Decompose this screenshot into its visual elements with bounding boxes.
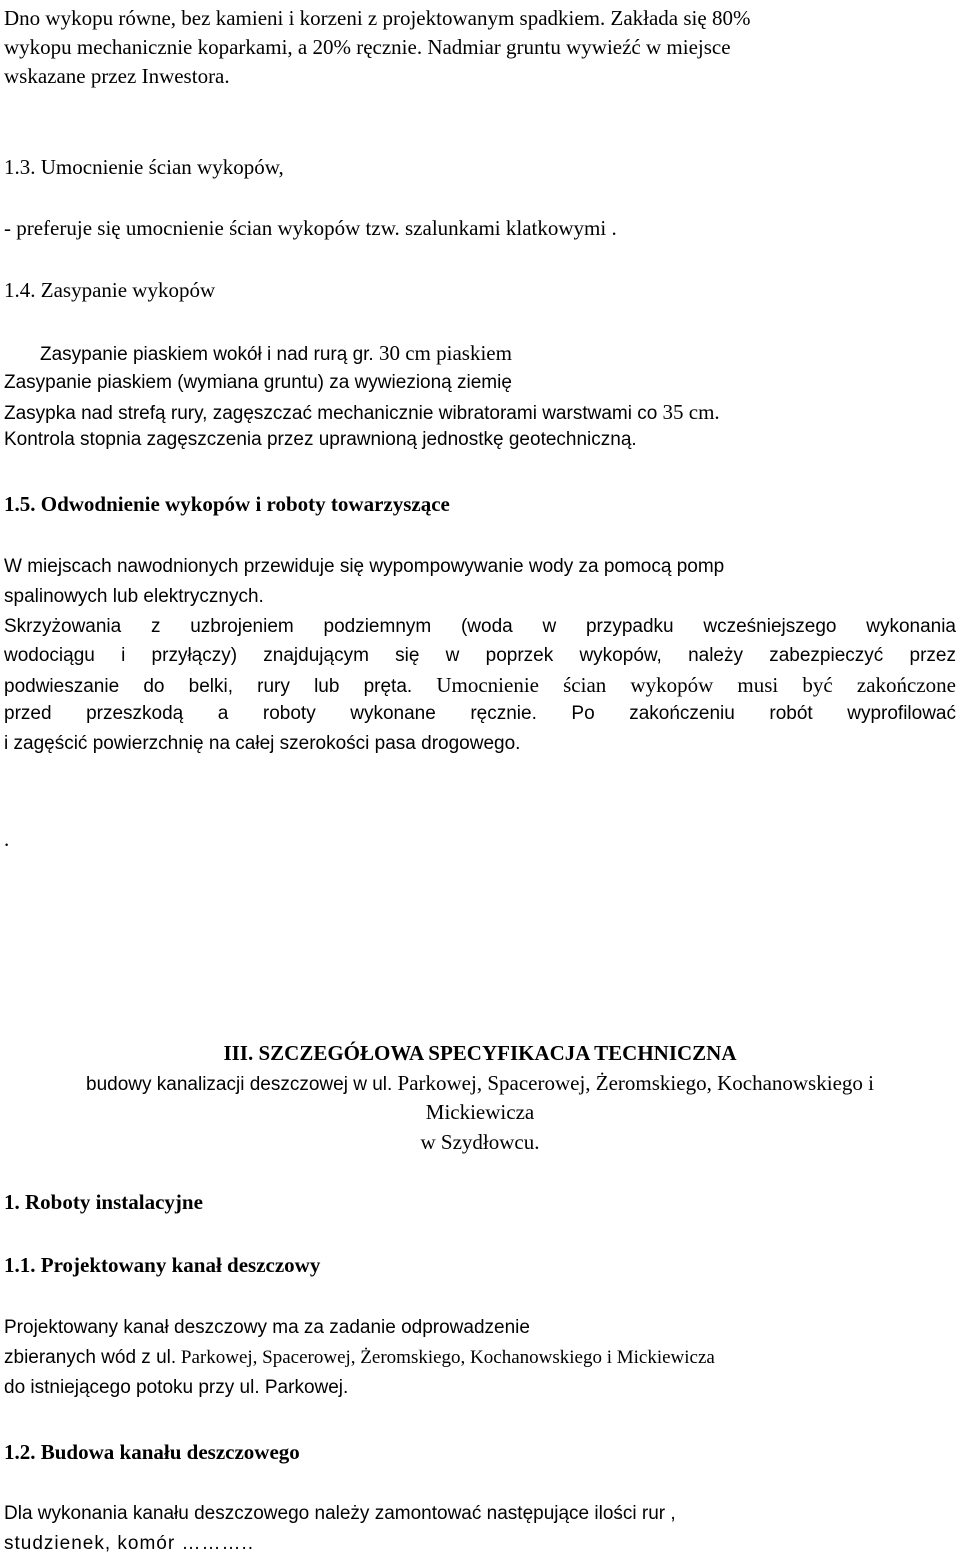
backfill-line-3-text: Zasypka nad strefą rury, zagęszczać mechanicznie wibratorami warstwami co [4, 403, 658, 424]
backfill-line-2: Zasypanie piaskiem (wymiana gruntu) za wywiezioną ziemię [4, 372, 512, 393]
drainage-line-5 [4, 673, 956, 699]
drainage-line-1: W miejscach nawodnionych przewiduje się wypompowywanie wody za pomocą pomp [4, 556, 725, 577]
section-1-1-heading: 1.1. Projektowany kanał deszczowy [4, 1253, 321, 1277]
drainage-line-6: przed przeszkodą a roboty wykonane ręcznie. Po zakończeniu robót wyprofilować [4, 703, 956, 724]
drainage-line-4: wodociągu i przyłączy) znajdującym się w poprzek wykopów, należy zabezpieczyć przez [4, 645, 956, 666]
spec-subtitle-3: w Szydłowcu. [420, 1130, 540, 1154]
spec-subtitle-1-text: budowy kanalizacji deszczowej w ul. [86, 1074, 393, 1095]
channel-line-2-text: zbieranych wód z ul. [4, 1347, 177, 1368]
backfill-line-3-value: 35 cm. [657, 400, 720, 424]
lone-dot: . [4, 827, 10, 851]
intro-line-1: Dno wykopu równe, bez kamieni i korzeni z projektowanym spadkiem. Zakłada się 80% [4, 6, 751, 30]
section-1-5-heading: 1.5. Odwodnienie wykopów i roboty towarzyszące [4, 492, 450, 516]
backfill-line-3 [4, 400, 720, 426]
backfill-line-1-text: Zasypanie piaskiem wokół i nad rurą gr. [40, 344, 374, 365]
intro-line-3: wskazane przez Inwestora. [4, 64, 230, 88]
spec-subtitle-1 [0, 1071, 960, 1097]
section-1-heading: 1. Roboty instalacyjne [4, 1190, 203, 1214]
construction-line-2: studzienek, komór ……….. [4, 1533, 255, 1554]
backfill-line-1-value: 30 cm piaskiem [373, 341, 512, 365]
construction-line-1: Dla wykonania kanału deszczowego należy zamontować następujące ilości rur , [4, 1503, 676, 1524]
drainage-line-5-text: podwieszanie do belki, rury lub pręta. [4, 676, 413, 697]
backfill-line-4: Kontrola stopnia zagęszczenia przez uprawnioną jednostkę geotechniczną. [4, 429, 637, 450]
channel-line-2 [4, 1346, 715, 1370]
drainage-line-2: spalinowych lub elektrycznych. [4, 586, 264, 607]
section-1-3-bullet: - preferuje się umocnienie ścian wykopów tzw. szalunkami klatkowymi . [4, 216, 617, 240]
channel-line-3: do istniejącego potoku przy ul. Parkowej. [4, 1377, 349, 1398]
channel-line-2-streets: Parkowej, Spacerowej, Żeromskiego, Kochanowskiego i Mickiewicza [176, 1347, 715, 1368]
section-1-2-heading: 1.2. Budowa kanału deszczowego [4, 1440, 300, 1464]
section-1-4-heading: 1.4. Zasypanie wykopów [4, 278, 216, 302]
intro-line-2: wykopu mechanicznie koparkami, a 20% ręcznie. Nadmiar gruntu wywieźć w miejsce [4, 35, 731, 59]
drainage-line-7: i zagęścić powierzchnię na całej szerokości pasa drogowego. [4, 733, 521, 754]
section-1-3-heading: 1.3. Umocnienie ścian wykopów, [4, 155, 284, 179]
channel-line-1: Projektowany kanał deszczowy ma za zadanie odprowadzenie [4, 1317, 530, 1338]
spec-subtitle-1-streets: Parkowej, Spacerowej, Żeromskiego, Kochanowskiego i [392, 1071, 874, 1095]
drainage-line-5-cont: Umocnienie ścian wykopów musi być zakończone [412, 673, 956, 697]
spec-subtitle-2: Mickiewicza [425, 1100, 535, 1124]
backfill-line-1 [40, 341, 512, 367]
spec-title: III. SZCZEGÓŁOWA SPECYFIKACJA TECHNICZNA [223, 1041, 737, 1065]
drainage-line-3: Skrzyżowania z uzbrojeniem podziemnym (woda w przypadku wcześniejszego wykonania [4, 616, 956, 637]
